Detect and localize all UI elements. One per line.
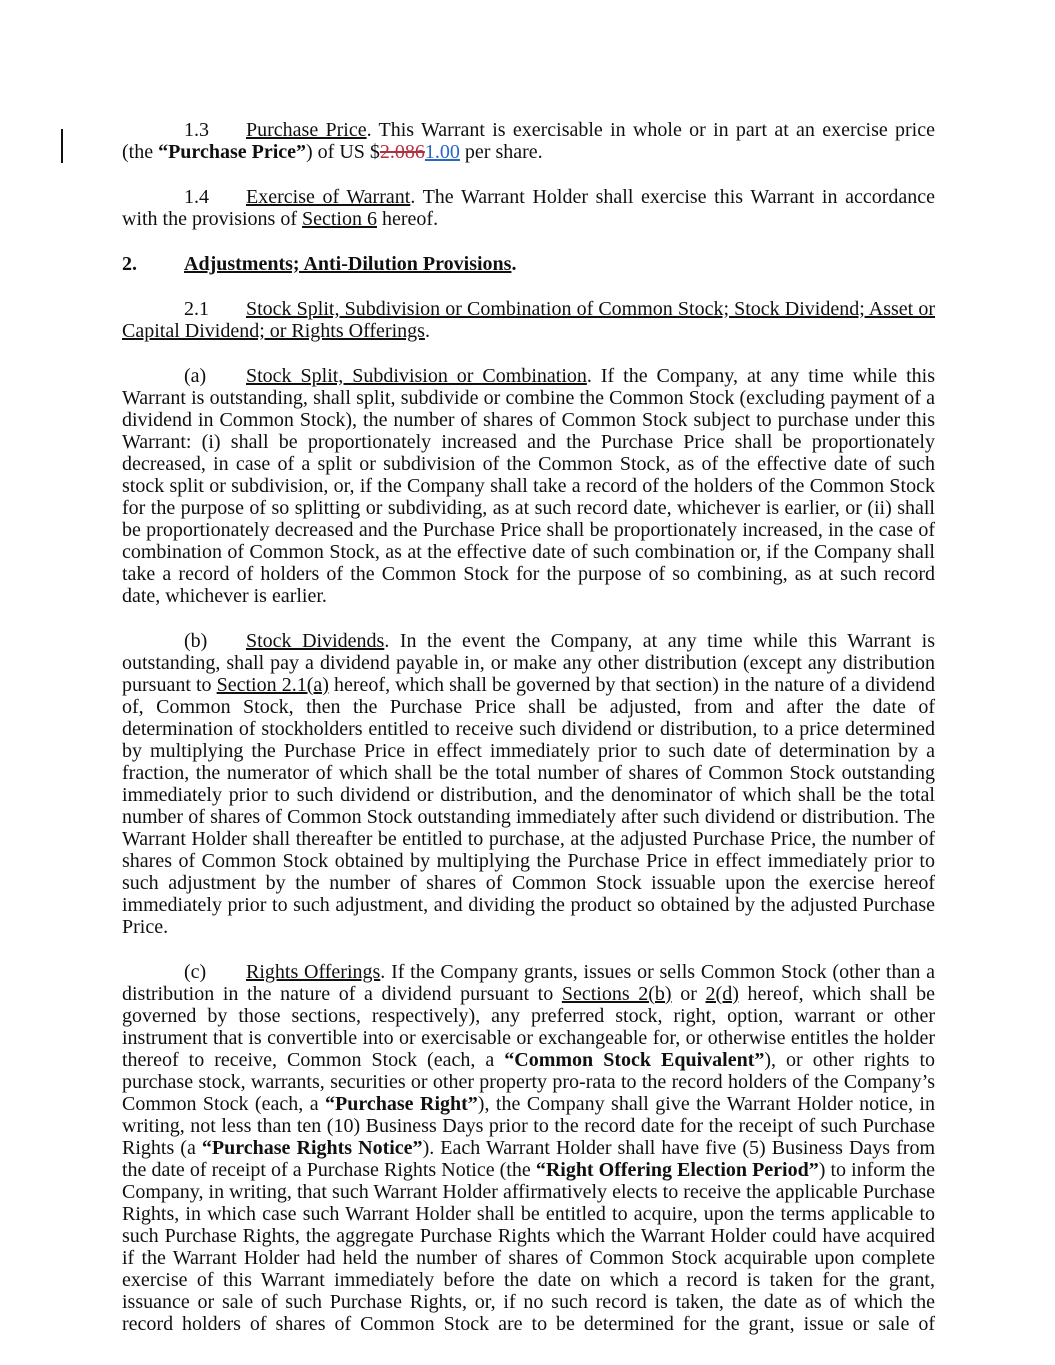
section-1-3-purchase-price: [122, 119, 935, 163]
clause-b-stock-dividends: [122, 630, 935, 938]
text-run: hereof, which shall be governed by those sections, respectively), any preferred stock, right, option, warrant or other instrument that is convertible into or exercisable or exchangeable for, or otherwise entitles the holder thereof to receive, Common Stock (each, a: [122, 983, 935, 1071]
heading-text-run: Stock Split, Subdivision or Combination of Common Stock; Stock Dividend; Asset or Capital Dividend; or Rights Offerings: [122, 298, 935, 342]
paragraph-number-label: (c): [184, 961, 207, 983]
text-run: per share.: [459, 141, 543, 163]
text-run: “Purchase Rights Notice”: [201, 1137, 423, 1159]
section-1-4-exercise-of-warrant: [122, 186, 935, 230]
heading-text-run: Adjustments; Anti-Dilution Provisions: [184, 253, 512, 275]
text-run: . In the event the Company, at any time while this Warrant is outstanding, shall pay a dividend payable in, or make any other distribution (except any distribution pursuant to: [122, 630, 936, 696]
paragraph-number-label: 1.4: [184, 186, 209, 208]
text-run: ), the Company shall give the Warrant Holder notice, in writing, not less than ten (10) Business Days prior to the record date for the receipt of such Purchase Rights (a: [122, 1093, 935, 1159]
paragraph-number-label: 1.3: [184, 119, 209, 141]
text-run: or: [671, 983, 706, 1005]
heading-text-run: Section 6: [302, 208, 377, 230]
text-run: . If the Company, at any time while this Warrant is outstanding, shall split, subdivide or combine the Common Stock (excluding payment of a dividend in Common Stock), the number of shares of Common Stock subject to purchase under this Warrant: (i) shall be proportionately increased and the Purchase Price shall be proportionately decreased, in case of a split or subdivision of the Common Stock, as of the effective date of such stock split or subdivision, or, if the Company shall take a record of the holders of the Common Stock for the purpose of so splitting or subdividing, as at such record date, whichever is earlier, or (ii) shall be proportionately decreased and the Purchase Price shall be proportionately increased, in the case of combination of Common Stock, as at the effective date of such combination or, if the Company shall take a record of holders of the Common Stock for the purpose of so combining, as at such record date, whichever is earlier.: [122, 365, 936, 607]
paragraph-number-label: 2.: [122, 253, 137, 275]
text-run: hereof, which shall be governed by that section) in the nature of a dividend of, Common Stock, then the Purchase Price shall be adjusted, from and after the date of determination of stockholders entitled to receive such dividend or distribution, to a price determined by multiplying the Purchase Price in effect immediately prior to such date of determination by a fraction, the numerator of which shall be the total number of shares of Common Stock outstanding immediately prior to such dividend or distribution, and the denominator of which shall be the total number of shares of Common Stock outstanding immediately after such dividend or distribution. The Warrant Holder shall thereafter be entitled to purchase, at the adjusted Purchase Price, the number of shares of Common Stock obtained by multiplying the Purchase Price in effect immediately prior to such adjustment by the number of shares of Common Stock issuable upon the exercise hereof immediately prior to such adjustment, and dividing the product so obtained by the adjusted Purchase Price.: [122, 674, 935, 938]
paragraph-number-label: (a): [184, 365, 207, 387]
heading-text-run: Stock Split, Subdivision or Combination: [246, 365, 587, 387]
paragraph-number-label: (b): [184, 630, 208, 652]
section-2-heading: [122, 253, 935, 275]
text-run: . The Warrant Holder shall exercise this Warrant in accordance with the provisions of: [122, 186, 935, 230]
text-run: ) of US $: [306, 141, 380, 163]
document-body: [122, 119, 935, 1358]
text-run: . If the Company grants, issues or sells Common Stock (other than a distribution in the nature of a dividend pursuant to: [122, 961, 936, 1005]
text-run: . This Warrant is exercisable in whole or in part at an exercise price (the: [122, 119, 935, 163]
text-run: “Right Offering Election Period”: [535, 1159, 819, 1181]
heading-text-run: Section 2.1(a): [216, 674, 329, 696]
heading-text-run: 2(d): [705, 983, 739, 1005]
text-run: ) to inform the Company, in writing, that such Warrant Holder affirmatively elects to receive the applicable Purchase Rights, in which case such Warrant Holder shall be entitled to acquire, upon the terms applicable to such Purchase Rights, the aggregate Purchase Rights which the Warrant Holder could have acquired if the Warrant Holder had held the number of shares of Common Stock acquirable upon complete exercise of this Warrant immediately before the date on which a record is taken for the grant, issuance or sale of such Purchase Rights, or, if no such record is taken, the date as of which the record holders of shares of Common Stock are to be determined for the grant, issue or sale of: [122, 1159, 936, 1335]
revision-change-bar: [61, 129, 63, 163]
text-run: “Purchase Right”: [325, 1093, 478, 1115]
inserted-text-run: 1.00: [424, 141, 460, 163]
text-run: ). Each Warrant Holder shall have five (5) Business Days from the date of receipt of a Purchase Rights Notice (the: [122, 1137, 936, 1181]
heading-text-run: Sections 2(b): [561, 983, 672, 1005]
heading-text-run: Rights Offerings: [246, 961, 381, 983]
text-run: ), or other rights to purchase stock, warrants, securities or other property pro-rata to the record holders of the Company’s Common Stock (each, a: [122, 1049, 936, 1115]
heading-text-run: Purchase Price: [246, 119, 367, 141]
section-2-1-heading: [122, 298, 935, 342]
clause-a-stock-split: [122, 365, 935, 607]
text-run: .: [424, 320, 430, 342]
deleted-text-run: 2.086: [379, 141, 425, 163]
clause-c-rights-offerings: [122, 961, 935, 1335]
paragraph-number-label: 2.1: [184, 298, 209, 320]
heading-text-run: Exercise of Warrant: [246, 186, 411, 208]
text-run: “Common Stock Equivalent”: [504, 1049, 765, 1071]
text-run: “Purchase Price”: [158, 141, 307, 163]
text-run: .: [511, 253, 517, 275]
heading-text-run: Stock Dividends: [246, 630, 385, 652]
text-run: hereof.: [377, 208, 439, 230]
